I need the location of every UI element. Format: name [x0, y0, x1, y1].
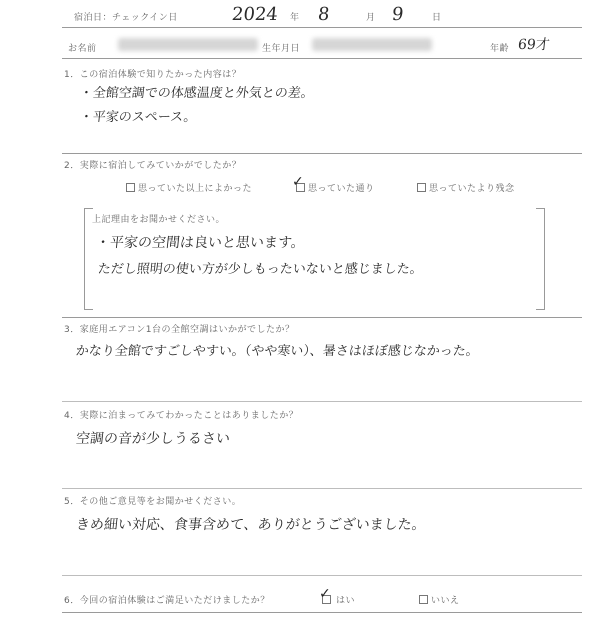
- name-row-divider: [62, 58, 582, 59]
- check-icon: ✓: [292, 174, 304, 190]
- q6-yes-label: はい: [336, 596, 356, 606]
- q3-question: 3．家庭用エアコン1台の全館空調はいかがでしたか？: [64, 325, 295, 335]
- stay-date-label: 宿泊日：チェックイン日: [74, 13, 178, 23]
- month-unit: 月: [366, 13, 376, 23]
- q6-no-label: いいえ: [431, 596, 460, 606]
- q1-answer-line1: ・全館空調での体感温度と外気との差。: [79, 86, 315, 101]
- q6-divider: [62, 612, 582, 613]
- q6-question: 6．今回の宿泊体験はご満足いただけましたか？: [64, 596, 270, 606]
- q1-question: 1．この宿泊体験で知りたかった内容は？: [64, 70, 242, 80]
- q2-reason-label: 上記理由をお聞かせください。: [92, 215, 226, 225]
- header-divider-top: [62, 27, 582, 28]
- birthdate-label: 生年月日: [262, 44, 301, 54]
- stay-day: 9: [390, 4, 405, 25]
- q2-divider: [62, 317, 582, 318]
- q2-option-0-label: 思っていた以上によかった: [138, 184, 253, 194]
- q3-divider: [62, 401, 582, 402]
- q2-reason-line2: ただし照明の使い方が少しもったいないと感じました。: [97, 262, 424, 277]
- q2-option-1-label: 思っていた通り: [308, 184, 375, 194]
- q5-answer: きめ細い対応、食事含めて、ありがとうございました。: [75, 517, 427, 533]
- q3-answer: かなり全館ですごしやすい。（やや寒い）、暑さはほぼ感じなかった。: [75, 344, 480, 359]
- q2-option-2-label: 思っていたより残念: [429, 184, 515, 194]
- redacted-birthdate: [312, 38, 432, 51]
- name-label: お名前: [68, 44, 97, 54]
- q4-question: 4．実際に泊まってみてわかったことはありましたか？: [64, 411, 299, 421]
- check-icon: ✓: [319, 586, 331, 602]
- q2-question: 2．実際に宿泊してみていかがでしたか？: [64, 161, 242, 171]
- reason-bracket-right: [536, 208, 545, 310]
- q6-no-checkbox[interactable]: [419, 595, 428, 604]
- q4-divider: [62, 488, 582, 489]
- q2-reason-line1: ・平家の空間は良いと思います。: [95, 235, 306, 251]
- age-value: 69才: [517, 37, 551, 53]
- q1-answer-line2: ・平家のスペース。: [79, 110, 198, 125]
- q5-divider: [62, 575, 582, 576]
- year-unit: 年: [290, 13, 300, 23]
- q2-option-2-checkbox[interactable]: [417, 183, 426, 192]
- day-unit: 日: [432, 13, 442, 23]
- stay-year: 2024: [230, 4, 279, 25]
- q4-answer: 空調の音が少しうるさい: [75, 431, 231, 447]
- q5-question: 5．その他ご意見等をお聞かせください。: [64, 497, 242, 507]
- q2-option-0-checkbox[interactable]: [126, 183, 135, 192]
- redacted-name: [118, 38, 258, 51]
- q1-divider: [62, 153, 582, 154]
- age-label: 年齢: [490, 44, 510, 54]
- stay-month: 8: [316, 4, 331, 25]
